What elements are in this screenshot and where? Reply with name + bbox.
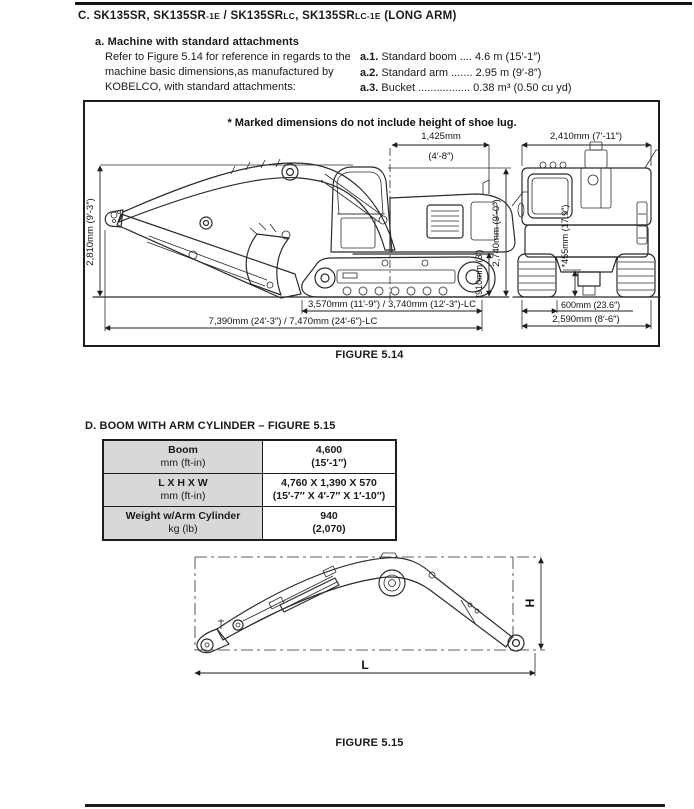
figure-5-14-caption: FIGURE 5.14	[335, 349, 404, 361]
row-value: 4,760 X 1,390 X 570	[281, 477, 377, 489]
item-text: Standard boom .... 4.6 m (15′-1″)	[381, 51, 541, 63]
row-label-cell	[103, 507, 263, 541]
table-row	[103, 474, 396, 507]
model-suffix: LC-1E	[354, 11, 381, 21]
excavator-rear-view	[513, 142, 660, 297]
paragraph-line: Refer to Figure 5.14 for reference in regards to the	[105, 51, 351, 63]
paragraph-line: KOBELCO, with standard attachments:	[105, 81, 296, 93]
top-rule	[75, 2, 692, 5]
row-value-cell	[263, 507, 397, 541]
dim-body-clearance: *910mm (3′)	[474, 249, 484, 299]
excavator-side-view	[93, 148, 528, 302]
model-text: , SK135SR	[295, 10, 355, 22]
row-unit: kg (lb)	[168, 523, 198, 535]
row-value-ft: (15′-7″ X 4′-7″ X 1′-10″)	[272, 490, 386, 502]
dim-shoe-width: 600mm (23.6″)	[561, 300, 621, 310]
model-text: / SK135SR	[220, 10, 284, 22]
row-label: Weight w/Arm Cylinder	[125, 510, 241, 522]
boom-outline-box	[195, 557, 545, 650]
item-text: Standard arm ....... 2.95 m (9′-8″)	[381, 66, 542, 79]
item-label: a.3.	[360, 82, 379, 94]
model-suffix: -1E	[206, 11, 221, 21]
boom-spec-table	[102, 439, 397, 541]
list-item	[360, 50, 572, 66]
dim-overall-height: 2,740mm (9′-0″)	[491, 199, 502, 267]
list-item	[360, 81, 572, 97]
model-suffix: LC	[283, 11, 296, 21]
item-label: a.2.	[360, 66, 379, 79]
shoe-lug-note: * Marked dimensions do not include height of shoe lug.	[227, 117, 517, 129]
dim-center-clearance: *455mm (17.9″)	[560, 204, 570, 268]
row-value-ft: (2,070)	[312, 523, 346, 535]
dim-l-label: L	[361, 658, 369, 672]
row-value: 4,600	[315, 444, 343, 456]
section-d-heading: D. BOOM WITH ARM CYLINDER – FIGURE 5.15	[85, 420, 336, 432]
rear-view-dimensions	[522, 131, 651, 329]
table-row	[103, 440, 396, 474]
dim-tail-radius-ft: (4′-8″)	[428, 151, 454, 162]
row-value-ft: (15′-1″)	[311, 457, 347, 469]
row-label-cell	[103, 474, 263, 507]
row-unit: mm (ft-in)	[160, 457, 206, 469]
figure-5-15-drawing	[185, 545, 575, 690]
boom-with-arm-cylinder	[197, 553, 524, 653]
list-item	[360, 66, 572, 82]
figure-5-14-box	[83, 100, 660, 347]
model-text: C. SK135SR, SK135SR	[78, 10, 207, 22]
dim-h-label: H	[523, 598, 537, 608]
dim-upper-width: 2,410mm (7′-11″)	[549, 131, 623, 142]
attachment-list	[360, 50, 572, 97]
row-label: Boom	[168, 444, 198, 456]
section-c-heading	[78, 10, 457, 22]
section-a-heading: a. Machine with standard attachments	[95, 36, 300, 48]
bottom-rule	[85, 804, 665, 807]
row-value-cell	[263, 474, 397, 507]
dim-tumbler-distance: 3,570mm (11′-9″) / 3,740mm (12′-3″)-LC	[308, 299, 476, 310]
item-text: Bucket ................. 0.38 m³ (0.50 cu yd)	[381, 82, 572, 94]
model-text: (LONG ARM)	[380, 10, 457, 22]
dim-overall-length: 7,390mm (24′-3″) / 7,470mm (24′-6″)-LC	[208, 316, 378, 327]
dim-boom-height: 2,810mm (9′-3″)	[85, 198, 96, 266]
row-value: 940	[320, 510, 338, 522]
table-row	[103, 507, 396, 541]
paragraph-line: machine basic dimensions,as manufactured by	[105, 66, 334, 78]
figure-5-15-caption: FIGURE 5.15	[335, 737, 404, 749]
row-value-cell	[263, 440, 397, 474]
figure-5-14-drawing	[85, 102, 658, 345]
boom-dimensions	[195, 558, 541, 676]
row-label-cell	[103, 440, 263, 474]
item-label: a.1.	[360, 51, 379, 63]
dim-tail-radius-mm: 1,425mm	[421, 131, 461, 142]
dim-overall-track-width: 2,590mm (8′-6″)	[552, 314, 620, 325]
row-label: L X H X W	[158, 477, 208, 489]
row-unit: mm (ft-in)	[160, 490, 206, 502]
section-a-paragraph	[105, 50, 373, 95]
